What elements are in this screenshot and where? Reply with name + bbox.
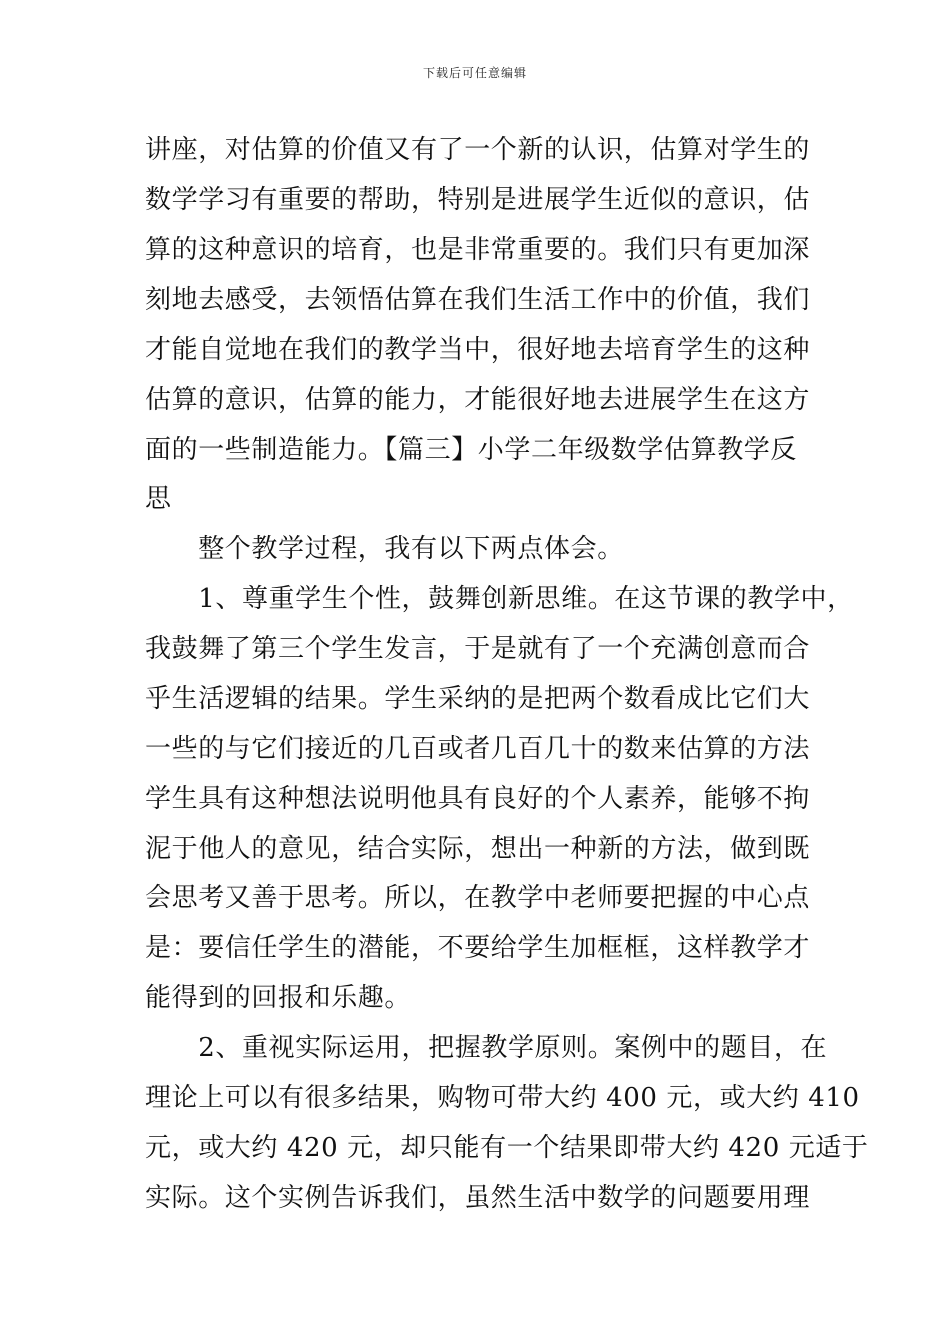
text-line: 思	[145, 484, 172, 514]
text-line: 数学学习有重要的帮助，特别是进展学生近似的意识，估	[145, 185, 811, 215]
text-line: 我鼓舞了第三个学生发言，于是就有了一个充满创意而合	[145, 634, 811, 664]
text-line: 整个教学过程，我有以下两点体会。	[145, 534, 624, 564]
text-line: 刻地去感受，去领悟估算在我们生活工作中的价值，我们	[145, 285, 811, 315]
text-line: 学生具有这种想法说明他具有良好的个人素养，能够不拘	[145, 784, 811, 814]
text-line: 面的一些制造能力。【篇三】小学二年级数学估算教学反	[145, 435, 798, 465]
text-line: 算的这种意识的培育，也是非常重要的。我们只有更加深	[145, 235, 811, 265]
text-line: 泥于他人的意见，结合实际，想出一种新的方法，做到既	[145, 834, 811, 864]
text-line: 2、重视实际运用，把握教学原则。案例中的题目，在	[145, 1033, 828, 1063]
text-line: 估算的意识，估算的能力，才能很好地去进展学生在这方	[145, 385, 811, 415]
text-line: 元，或大约 420 元，却只能有一个结果即带大约 420 元适于	[145, 1133, 869, 1163]
text-line: 1、尊重学生个性，鼓舞创新思维。在这节课的教学中，	[145, 584, 854, 614]
text-line: 讲座，对估算的价值又有了一个新的认识，估算对学生的	[145, 135, 811, 165]
text-line: 理论上可以有很多结果，购物可带大约 400 元，或大约 410	[145, 1083, 860, 1113]
page-header: 下载后可任意编辑	[422, 66, 527, 80]
text-line: 实际。这个实例告诉我们，虽然生活中数学的问题要用理	[145, 1183, 811, 1213]
text-line: 能得到的回报和乐趣。	[145, 983, 412, 1013]
text-line: 一些的与它们接近的几百或者几百几十的数来估算的方法	[145, 734, 811, 764]
text-line: 是：要信任学生的潜能，不要给学生加框框，这样教学才	[145, 933, 811, 963]
text-line: 会思考又善于思考。所以，在教学中老师要把握的中心点	[145, 883, 811, 913]
text-line: 才能自觉地在我们的教学当中，很好地去培育学生的这种	[145, 335, 811, 365]
text-line: 乎生活逻辑的结果。学生采纳的是把两个数看成比它们大	[145, 684, 811, 714]
